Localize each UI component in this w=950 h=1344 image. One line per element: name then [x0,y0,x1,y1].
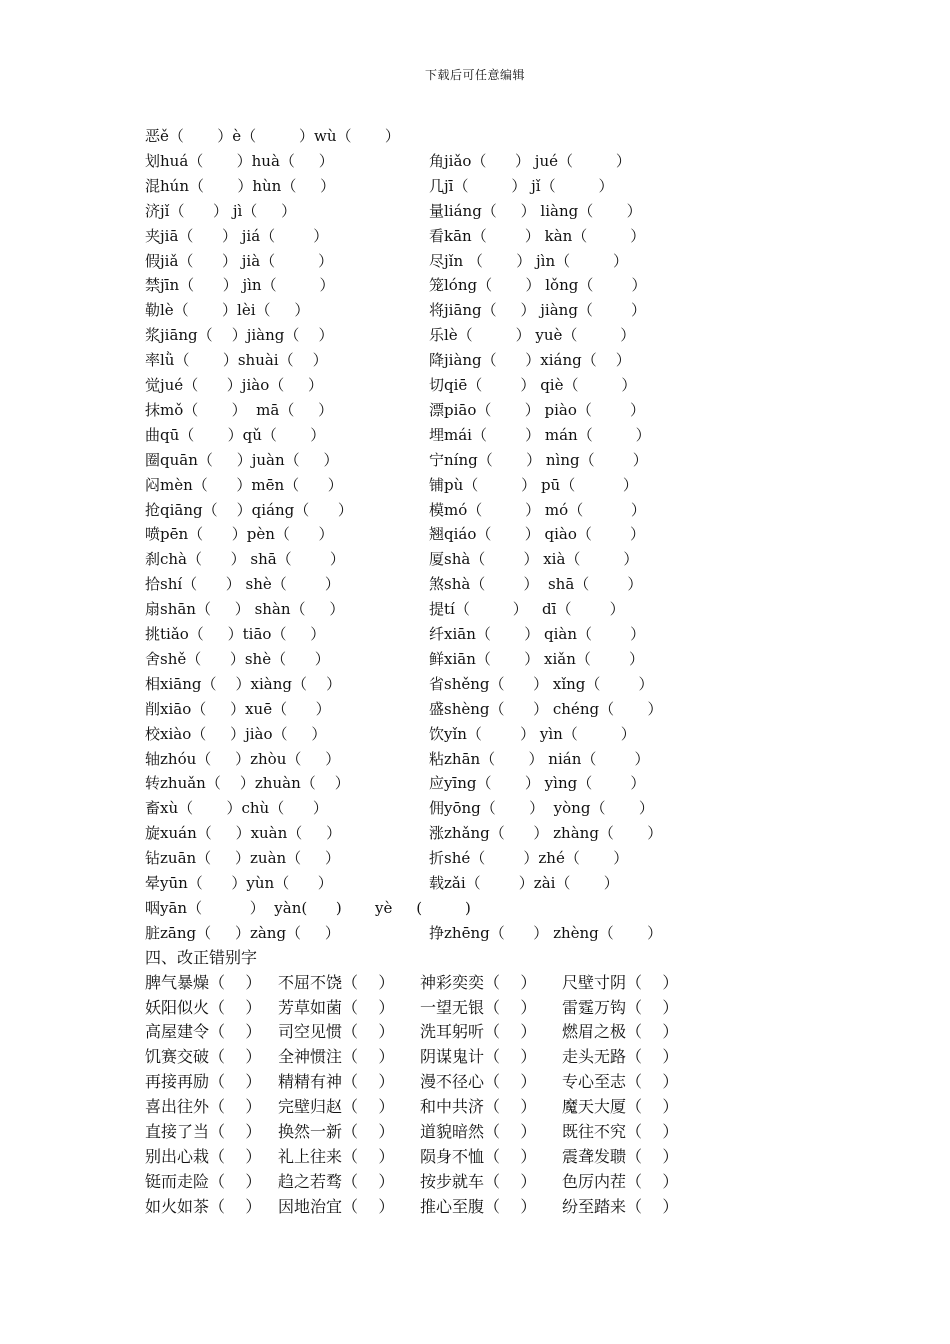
idiom-item: 雷霆万钩（ ） [562,997,679,1017]
idiom-item: 既往不究（ ） [562,1122,679,1141]
idiom-item: 色厉内茬（ ） [562,1171,679,1191]
pinyin-left: 勒lè（ ）lèi（ ） [145,301,310,320]
pinyin-right: 省shěng（ ） xǐng（ ） [429,674,654,693]
idiom-row [145,1020,845,1044]
pinyin-right: 笼lóng（ ） lǒng（ ） [429,276,647,295]
pinyin-right: 载zǎi（ ）zài（ ） [429,874,619,892]
idiom-item: 铤而走险（ ） [145,1171,262,1191]
idiom-row [145,1045,845,1069]
pinyin-left: 舍shě（ ）shè（ ） [145,649,330,668]
pinyin-left: 划huá（ ）huà（ ） [145,151,334,170]
idiom-item: 礼上往来（ ） [278,1146,395,1166]
idiom-item: 纷至踏来（ ） [562,1196,679,1216]
idiom-item: 司空见惯（ ） [278,1022,395,1042]
pinyin-right: 饮yǐn（ ） yìn（ ） [429,724,636,743]
idiom-item: 道貌暗然（ ） [420,1122,537,1141]
pinyin-left: 咽yān（ ） yàn( ) yè ( ) [145,898,471,917]
pinyin-right: 看kān（ ） kàn（ ） [429,226,646,245]
pinyin-right: 涨zhǎng（ ） zhàng（ ） [429,824,663,843]
pinyin-right: 佣yōng（ ） yòng（ ） [429,799,654,818]
pinyin-left: 转zhuǎn（ ）zhuàn（ ） [145,774,350,793]
pinyin-left: 喷pēn（ ）pèn（ ） [145,525,334,544]
pinyin-right: 盛shèng（ ） chéng（ ） [429,699,663,718]
pinyin-left: 畜xù（ ）chù（ ） [145,799,328,818]
idiom-item: 阴谋鬼计（ ） [420,1047,537,1067]
pinyin-right: 翘qiáo（ ） qiào（ ） [429,525,646,544]
idiom-item: 直接了当（ ） [145,1122,262,1141]
pinyin-right: 切qiē（ ） qiè（ ） [429,376,637,394]
pinyin-left: 扇shān（ ） shàn（ ） [145,600,345,619]
idiom-item: 燃眉之极（ ） [562,1022,679,1042]
pinyin-right: 纤xiān（ ） qiàn（ ） [429,625,646,643]
idiom-item: 换然一新（ ） [278,1122,395,1141]
idiom-item: 不屈不饶（ ） [278,972,395,992]
pinyin-left: 校xiào（ ）jiào（ ） [145,724,327,743]
pinyin-right: 折shé（ ）zhé（ ） [429,849,629,868]
pinyin-right: 模mó（ ） mó（ ） [429,500,646,519]
pinyin-left: 浆jiāng（ ）jiàng（ ） [145,326,334,345]
idiom-row [145,971,845,995]
pinyin-right: 挣zhēng（ ） zhèng（ ） [429,923,663,942]
idiom-item: 别出心栽（ ） [145,1146,262,1166]
idiom-item: 如火如茶（ ） [145,1196,262,1216]
idiom-item: 饥赛交破（ ） [145,1047,262,1067]
pinyin-right: 提tí（ ） dī（ ） [429,600,625,619]
idiom-item: 高屋建令（ ） [145,1022,262,1042]
idiom-item: 推心至腹（ ） [420,1196,537,1216]
idiom-item: 专心至志（ ） [562,1072,679,1092]
pinyin-left: 夹jiā（ ） jiá（ ） [145,226,329,245]
idiom-item: 震聋发聩（ ） [562,1146,679,1166]
pinyin-right: 煞shà（ ） shā（ ） [429,575,643,594]
pinyin-right: 鲜xiān（ ） xiǎn（ ） [429,649,645,668]
idiom-item: 完壁归赵（ ） [278,1097,395,1117]
pinyin-left: 抹mǒ（ ） mā（ ） [145,400,334,419]
pinyin-right: 粘zhān（ ） nián（ ） [429,749,650,768]
pinyin-left: 削xiāo（ ）xuē（ ） [145,699,331,718]
idiom-row [145,1095,845,1119]
idiom-item: 妖阳似火（ ） [145,997,262,1017]
pinyin-left: 觉jué（ ）jiào（ ） [145,376,324,394]
idiom-row [145,996,845,1020]
pinyin-left: 济jǐ（ ） jì（ ） [145,201,297,220]
idiom-item: 走头无路（ ） [562,1047,679,1067]
idiom-item: 趋之若骛（ ） [278,1171,395,1191]
idiom-item: 芳草如菌（ ） [278,997,395,1017]
pinyin-left: 晕yūn（ ）yùn（ ） [145,874,333,892]
idiom-item: 一望无银（ ） [420,997,537,1017]
pinyin-right: 埋mái（ ） mán（ ） [429,425,651,444]
pinyin-left: 拾shí（ ） shè（ ） [145,575,340,594]
pinyin-left: 率lǜ（ ）shuài（ ） [145,351,328,370]
pinyin-right: 宁níng（ ） nìng（ ） [429,450,648,469]
idiom-item: 和中共济（ ） [420,1097,537,1117]
pinyin-right: 铺pù（ ） pū（ ） [429,475,638,494]
idiom-item: 再接再励（ ） [145,1072,262,1092]
pinyin-right: 几jī（ ） jǐ（ ） [429,176,614,195]
idiom-item: 脾气暴燥（ ） [145,972,262,992]
idiom-item: 因地治宜（ ） [278,1196,395,1216]
idiom-item: 魔天大厦（ ） [562,1097,679,1117]
pinyin-left: 曲qū（ ）qǔ（ ） [145,425,326,444]
idiom-item: 精精有神（ ） [278,1072,395,1092]
pinyin-right: 尽jǐn （ ） jìn（ ） [429,251,629,270]
pinyin-left: 旋xuán（ ）xuàn（ ） [145,824,342,843]
page-header: 下载后可任意编辑 [424,68,525,82]
pinyin-right: 角jiǎo（ ） jué（ ） [429,151,631,170]
pinyin-right: 降jiàng（ ）xiáng（ ） [429,351,631,370]
pinyin-left: 脏zāng（ ）zàng（ ） [145,923,340,942]
idiom-row [145,1195,845,1219]
pinyin-right: 乐lè（ ） yuè（ ） [429,326,636,345]
pinyin-left: 闷mèn（ ）mēn（ ） [145,475,343,494]
pinyin-left: 恶ě（ ）è（ ）wù（ ） [145,127,400,145]
section-title: 四、改正错别字 [145,947,258,967]
pinyin-left: 抢qiāng（ ）qiáng（ ） [145,500,353,519]
pinyin-left: 相xiāng（ ）xiàng（ ） [145,674,342,693]
idiom-item: 陨身不恤（ ） [420,1146,537,1166]
pinyin-left: 挑tiǎo（ ）tiāo（ ） [145,625,326,643]
pinyin-right: 应yīng（ ） yìng（ ） [429,774,646,793]
pinyin-right: 厦shà（ ） xià（ ） [429,550,639,569]
idiom-item: 按步就车（ ） [420,1171,537,1191]
pinyin-left: 禁jīn（ ） jìn（ ） [145,276,335,295]
pinyin-left: 钻zuān（ ）zuàn（ ） [145,849,341,868]
pinyin-left: 圈quān（ ）juàn（ ） [145,450,339,469]
idiom-row [145,1145,845,1169]
pinyin-left: 混hún（ ）hùn（ ） [145,176,336,195]
pinyin-left: 假jiǎ（ ） jià（ ） [145,251,334,270]
pinyin-right: 漂piāo（ ） piào（ ） [429,400,646,419]
pinyin-left: 刹chà（ ） shā（ ） [145,550,345,569]
pinyin-right: 将jiāng（ ） jiàng（ ） [429,301,647,320]
idiom-item: 洗耳躬听（ ） [420,1022,537,1042]
idiom-row [145,1070,845,1094]
pinyin-right: 量liáng（ ） liàng（ ） [429,201,642,220]
idiom-row [145,1170,845,1194]
pinyin-left: 轴zhóu（ ）zhòu（ ） [145,749,341,768]
idiom-item: 尺壁寸阴（ ） [562,972,679,992]
idiom-item: 漫不径心（ ） [420,1072,537,1092]
idiom-item: 神彩奕奕（ ） [420,972,537,992]
idiom-item: 全神惯注（ ） [278,1047,395,1067]
idiom-row [145,1120,845,1144]
idiom-item: 喜出往外（ ） [145,1097,262,1117]
